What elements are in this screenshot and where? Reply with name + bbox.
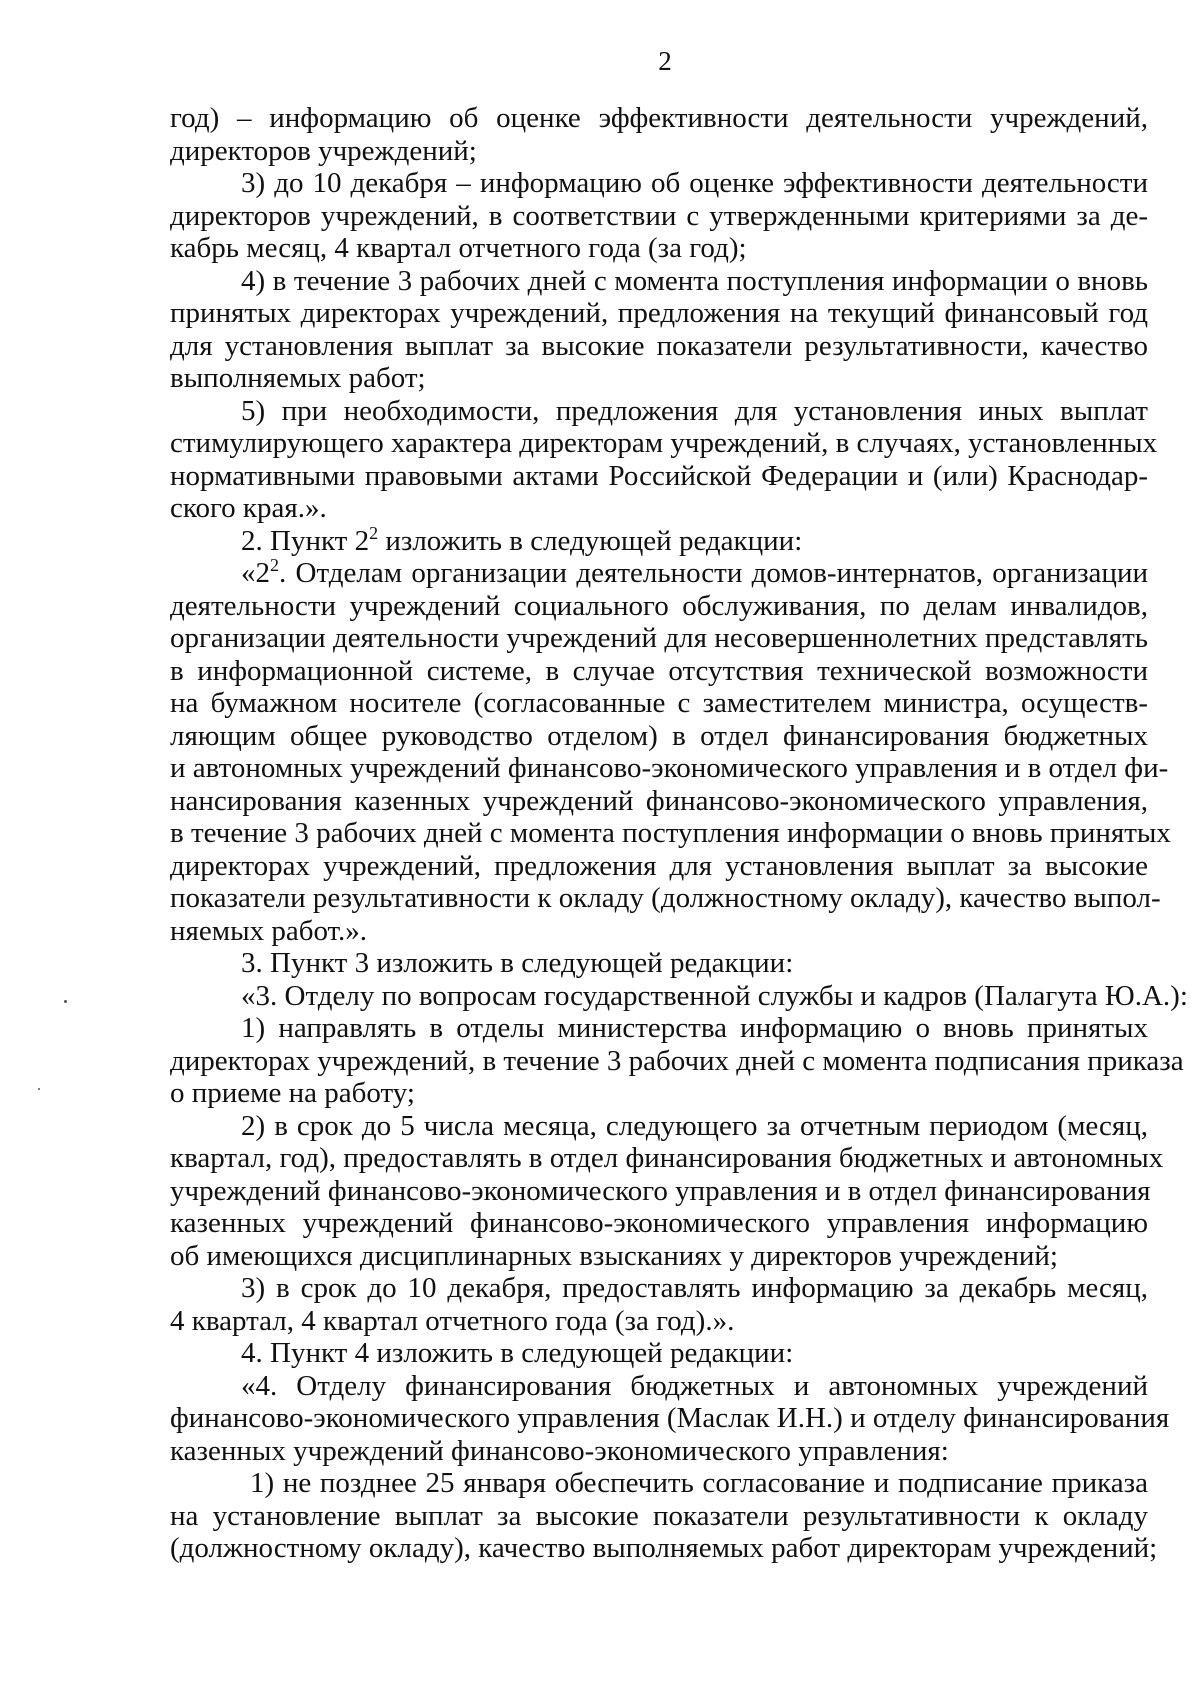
- text-line: директоров учреждений, в соответствии с утвержденными критериями за де-: [170, 199, 1148, 232]
- text-line: «4. Отделу финансирования бюджетных и автономных учреждений: [241, 1369, 1148, 1402]
- text-line: [170, 522, 1148, 558]
- text-line: в информационной системе, в случае отсутствия технической возможности: [170, 654, 1148, 687]
- page-number: 2: [658, 46, 672, 76]
- text-line: няемых работ.».: [170, 914, 368, 947]
- text-line: казенных учреждений финансово-экономического управления:: [170, 1434, 949, 1467]
- text-line: стимулирующего характера директорам учреждений, в случаях, установленных: [170, 427, 1158, 459]
- text-line: директорах учреждений, в течение 3 рабочих дней с момента подписания приказа: [170, 1044, 1184, 1077]
- text-line: учреждений финансово-экономического управления и в отдел финансирования: [170, 1174, 1151, 1207]
- text-line: 1) не позднее 25 января обеспечить согласование и подписание приказа: [250, 1467, 1148, 1499]
- text-line: выполняемых работ;: [170, 362, 426, 394]
- superscript: 2: [369, 522, 379, 543]
- text-line: [170, 557, 1148, 590]
- text-line: «3. Отделу по вопросам государственной службы и кадров (Палагута Ю.А.):: [241, 979, 1188, 1012]
- text-line: в течение 3 рабочих дней с момента поступления информации о вновь принятых: [170, 817, 1171, 849]
- scan-speck: [38, 1088, 40, 1090]
- text-line: деятельности учреждений социального обслуживания, по делам инвалидов,: [170, 589, 1148, 622]
- text-line: 2) в срок до 5 числа месяца, следующего за отчетным периодом (месяц,: [241, 1109, 1148, 1142]
- text-line: квартал, год), предоставлять в отдел финансирования бюджетных и автономных: [170, 1142, 1164, 1174]
- text-line: нансирования казенных учреждений финансово-экономического управления,: [170, 784, 1148, 817]
- line-text: 2. Пункт 2: [241, 524, 370, 557]
- text-line: 3. Пункт 3 изложить в следующей редакции:: [241, 947, 794, 979]
- text-line: кабрь месяц, 4 квартал отчетного года (за год);: [170, 232, 747, 264]
- text-line: 4. Пункт 4 изложить в следующей редакции:: [241, 1337, 794, 1369]
- text-line: и автономных учреждений финансово-экономического управления и в отдел фи-: [170, 752, 1169, 784]
- text-line: принятых директорах учреждений, предложения на текущий финансовый год: [170, 297, 1148, 329]
- text-line: нормативными правовыми актами Российской Федерации и (или) Краснодар-: [170, 459, 1148, 492]
- line-text: «2: [241, 557, 270, 589]
- superscript: 2: [270, 555, 279, 575]
- line-text: . Отделам организации деятельности домов-интернатов, организации: [279, 557, 1148, 589]
- text-line: организации деятельности учреждений для несовершеннолетних представлять: [170, 622, 1148, 654]
- text-line: 3) в срок до 10 декабря, предоставлять информацию за декабрь месяц,: [241, 1272, 1148, 1304]
- text-line: год) – информацию об оценке эффективности деятельности учреждений,: [170, 102, 1148, 134]
- text-line: 1) направлять в отделы министерства информацию о вновь принятых: [241, 1012, 1148, 1044]
- document-body: [170, 102, 1188, 1565]
- text-line: (должностному окладу), качество выполняемых работ директорам учреждений;: [170, 1532, 1158, 1564]
- text-line: ского края.».: [170, 492, 327, 524]
- text-line: директоров учреждений;: [170, 134, 477, 167]
- text-line: о приеме на работу;: [170, 1077, 415, 1109]
- text-line: для установления выплат за высокие показатели результативности, качество: [170, 329, 1148, 362]
- text-line: 5) при необходимости, предложения для установления иных выплат: [241, 394, 1148, 427]
- scan-speck: [64, 1000, 67, 1003]
- text-line: на установление выплат за высокие показатели результативности к окладу: [170, 1499, 1148, 1532]
- text-line: директорах учреждений, предложения для установления выплат за высокие: [170, 849, 1148, 882]
- text-line: казенных учреждений финансово-экономического управления информацию: [170, 1207, 1148, 1239]
- text-line: 3) до 10 декабря – информацию об оценке эффективности деятельности: [241, 167, 1148, 199]
- line-text: изложить в следующей редакции:: [378, 524, 803, 557]
- text-line: 4 квартал, 4 квартал отчетного года (за год).».: [170, 1304, 735, 1337]
- text-line: показатели результативности к окладу (должностному окладу), качество выпол-: [170, 882, 1161, 914]
- text-line: об имеющихся дисциплинарных взысканиях у директоров учреждений;: [170, 1239, 1058, 1272]
- text-line: 4) в течение 3 рабочих дней с момента поступления информации о вновь: [241, 264, 1148, 297]
- text-line: ляющим общее руководство отделом) в отдел финансирования бюджетных: [170, 719, 1148, 752]
- text-line: финансово-экономического управления (Маслак И.Н.) и отделу финансирования: [170, 1402, 1170, 1434]
- text-line: на бумажном носителе (согласованные с заместителем министра, осуществ-: [170, 687, 1148, 719]
